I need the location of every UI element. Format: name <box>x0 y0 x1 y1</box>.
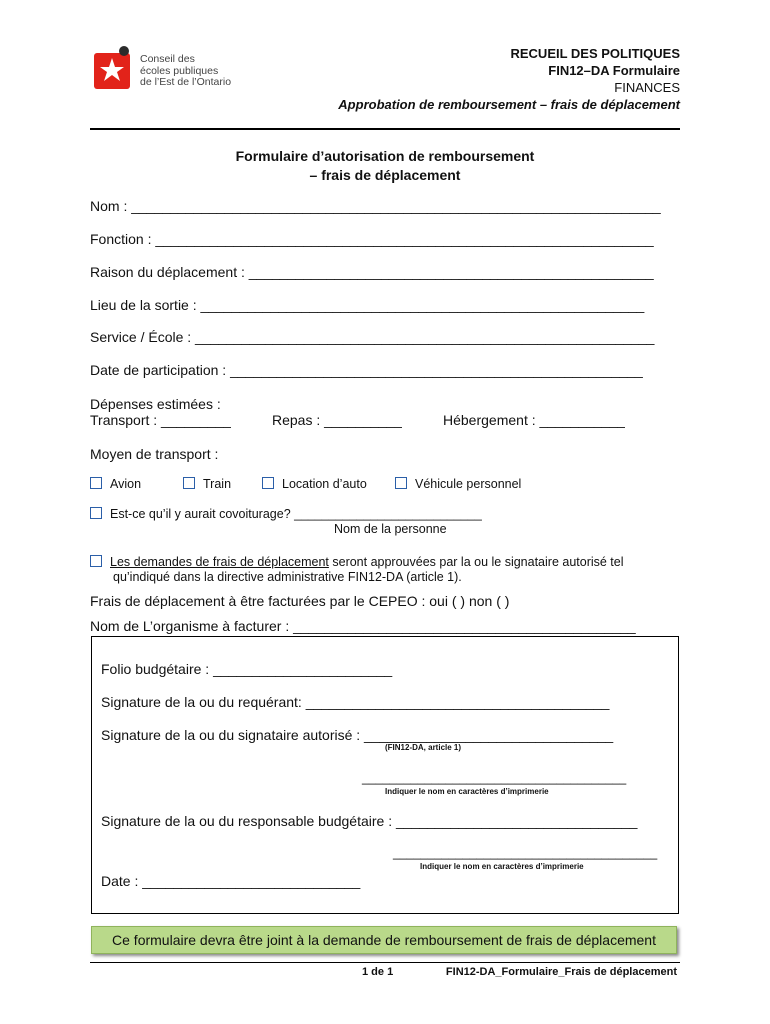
field-organisme[interactable]: Nom de L’organisme à facturer : ____________________________________________ <box>90 618 636 634</box>
header-form-code: FIN12–DA Formulaire <box>548 63 680 78</box>
field-folio[interactable]: Folio budgétaire : _______________________ <box>101 661 393 677</box>
option-location-auto[interactable] <box>262 477 367 491</box>
footer-divider <box>90 962 680 963</box>
field-fonction[interactable]: Fonction : ________________________________________________________________ <box>90 231 654 247</box>
form-title-line-1: Formulaire d’autorisation de remboursement <box>235 148 535 164</box>
logo-line-3: de l’Est de l’Ontario <box>140 76 232 88</box>
option-avion-label: Avion <box>110 477 142 491</box>
page-number: 1 de 1 <box>362 966 394 978</box>
sig-signataire-note: (FIN12-DA, article 1) <box>385 743 462 752</box>
field-service[interactable]: Service / École : ___________________________________________________________ <box>90 329 655 345</box>
depenses-label: Dépenses estimées : <box>90 396 221 412</box>
covoiturage-question[interactable] <box>90 507 482 521</box>
form-title <box>90 147 680 185</box>
option-train-label: Train <box>203 477 232 491</box>
logo-line-1: Conseil des <box>140 53 195 65</box>
option-vehicule-personnel[interactable] <box>395 477 521 491</box>
print-name-note-2: Indiquer le nom en caractères d’imprimerie <box>420 862 584 871</box>
option-train[interactable] <box>183 477 231 491</box>
checkbox-avion[interactable] <box>90 477 102 489</box>
covoiturage-label: Est-ce qu’il y aurait covoiturage? ___________________________ <box>110 507 482 521</box>
notice-link[interactable]: Les demandes de frais de déplacement <box>110 555 329 569</box>
option-vehicule-personnel-label: Véhicule personnel <box>415 477 522 491</box>
checkbox-vehicule-personnel[interactable] <box>395 477 407 489</box>
field-date-participation[interactable]: Date de participation : _____________________________________________________ <box>90 362 643 378</box>
transport-label: Moyen de transport : <box>90 446 219 462</box>
document-name: FIN12-DA_Formulaire_Frais de déplacement <box>445 966 677 978</box>
logo-line-2: écoles publiques <box>140 64 219 77</box>
checkbox-notice[interactable] <box>90 555 102 567</box>
checkbox-covoiturage[interactable] <box>90 507 102 519</box>
facturation-cepeo[interactable]: Frais de déplacement à être facturées par le CEPEO : oui ( ) non ( ) <box>90 593 510 609</box>
checkbox-train[interactable] <box>183 477 195 489</box>
checkbox-location-auto[interactable] <box>262 477 274 489</box>
cepeo-logo-icon <box>92 45 136 91</box>
field-date[interactable]: Date : ____________________________ <box>101 873 361 889</box>
header-section: FINANCES <box>614 80 680 95</box>
field-sig-signataire[interactable]: Signature de la ou du signataire autorisé : ________________________________ <box>101 727 614 743</box>
nom-personne-caption: Nom de la personne <box>334 522 447 536</box>
notice-line-2: qu’indiqué dans la directive administrative FIN12-DA (article 1). <box>113 570 462 584</box>
attachment-banner: Ce formulaire devra être joint à la demande de remboursement de frais de déplacement <box>91 926 677 954</box>
print-name-note-1: Indiquer le nom en caractères d’imprimerie <box>385 787 549 796</box>
field-lieu[interactable]: Lieu de la sortie : _________________________________________________________ <box>90 297 645 313</box>
print-name-line-1[interactable]: ______________________________________ <box>362 771 627 785</box>
header-collection: RECUEIL DES POLITIQUES <box>510 46 680 61</box>
field-hebergement-cost[interactable]: Hébergement : ___________ <box>443 412 626 428</box>
notice-line-1 <box>90 555 624 569</box>
option-location-auto-label: Location d’auto <box>282 477 367 491</box>
field-sig-responsable[interactable]: Signature de la ou du responsable budgétaire : _______________________________ <box>101 813 638 829</box>
header-subject: Approbation de remboursement – frais de déplacement <box>338 97 680 112</box>
form-title-line-2: – frais de déplacement <box>309 167 461 183</box>
field-sig-requerant[interactable]: Signature de la ou du requérant: _______________________________________ <box>101 694 610 710</box>
option-avion[interactable] <box>90 477 141 491</box>
field-raison[interactable]: Raison du déplacement : ____________________________________________________ <box>90 264 654 280</box>
field-repas-cost[interactable]: Repas : __________ <box>272 412 402 428</box>
field-nom[interactable]: Nom : ____________________________________________________________________ <box>90 198 661 214</box>
logo-text <box>140 54 231 89</box>
header-divider <box>90 128 680 130</box>
print-name-line-2[interactable]: ______________________________________ <box>393 846 658 860</box>
field-transport-cost[interactable]: Transport : _________ <box>90 412 232 428</box>
notice-text: seront approuvées par la ou le signataire autorisé tel <box>328 555 624 569</box>
